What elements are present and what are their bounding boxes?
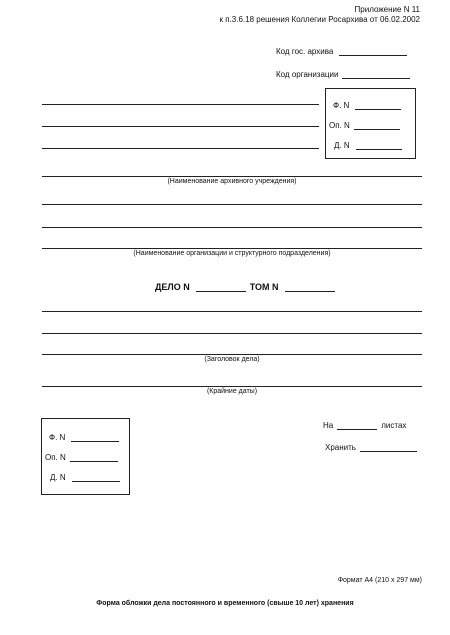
fund-box-top <box>325 88 416 159</box>
delo-blank <box>356 140 402 150</box>
sheets-count-blank <box>337 420 377 430</box>
sheets-listah-label: листах <box>381 421 407 430</box>
archive-name-caption: (Наименование архивного учреждения) <box>167 178 297 185</box>
delo-label: Д. N <box>334 141 350 150</box>
fund-box-top-fond <box>333 100 401 110</box>
fund-box-bottom-opis <box>45 452 118 462</box>
archive-code-blank <box>339 46 407 56</box>
opis-label: Оп. N <box>45 453 66 462</box>
fond-label: Ф. N <box>49 433 66 442</box>
title-line-3 <box>42 354 422 355</box>
org-line-2 <box>42 227 422 228</box>
delo-number-blank <box>196 282 246 292</box>
form-title: Форма обложки дела постоянного и временного (свыше 10 лет) хранения <box>96 600 354 607</box>
store-period-field <box>325 442 417 452</box>
format-note: Формат А4 (210 x 297 мм) <box>337 577 422 584</box>
archive-code-label: Код гос. архива <box>276 47 334 56</box>
delo-number-label: ДЕЛО N <box>155 282 190 292</box>
opis-blank <box>70 452 118 462</box>
fond-blank <box>355 100 401 110</box>
archive-name-line <box>42 176 422 177</box>
appendix-number: Приложение N 11 <box>354 5 420 14</box>
sheets-na-label: На <box>323 421 334 430</box>
archive-code-field <box>276 46 407 56</box>
opis-label: Оп. N <box>329 121 350 130</box>
title-line-1 <box>42 311 422 312</box>
fund-box-bottom <box>41 418 130 495</box>
dates-caption: (Крайние даты) <box>206 388 258 395</box>
fund-box-bottom-fond <box>49 432 119 442</box>
delo-label: Д. N <box>50 473 66 482</box>
appendix-reference: к п.3.6.18 решения Коллегии Росархива от 06.02.2002 <box>219 15 420 24</box>
org-line-1 <box>42 204 422 205</box>
org-code-label: Код организации <box>276 70 339 79</box>
case-number-row <box>155 282 335 292</box>
opis-blank <box>354 120 400 130</box>
fund-box-top-opis <box>329 120 400 130</box>
top-line-2 <box>42 126 319 127</box>
org-line-3 <box>42 248 422 249</box>
delo-blank <box>72 472 120 482</box>
fund-box-top-delo <box>334 140 402 150</box>
fond-blank <box>71 432 119 442</box>
top-line-3 <box>42 148 319 149</box>
sheets-count-field <box>323 420 406 430</box>
org-code-field <box>276 69 410 79</box>
fond-label: Ф. N <box>333 101 350 110</box>
store-label: Хранить <box>325 443 356 452</box>
title-line-2 <box>42 333 422 334</box>
store-period-blank <box>360 442 417 452</box>
top-line-1 <box>42 104 319 105</box>
case-title-caption: (Заголовок дела) <box>204 356 260 363</box>
fund-box-bottom-delo <box>50 472 120 482</box>
tom-number-blank <box>285 282 335 292</box>
dates-line <box>42 386 422 387</box>
org-name-caption: (Наименование организации и структурного подразделения) <box>133 250 331 257</box>
org-code-blank <box>342 69 410 79</box>
tom-number-label: ТОМ N <box>249 282 279 292</box>
